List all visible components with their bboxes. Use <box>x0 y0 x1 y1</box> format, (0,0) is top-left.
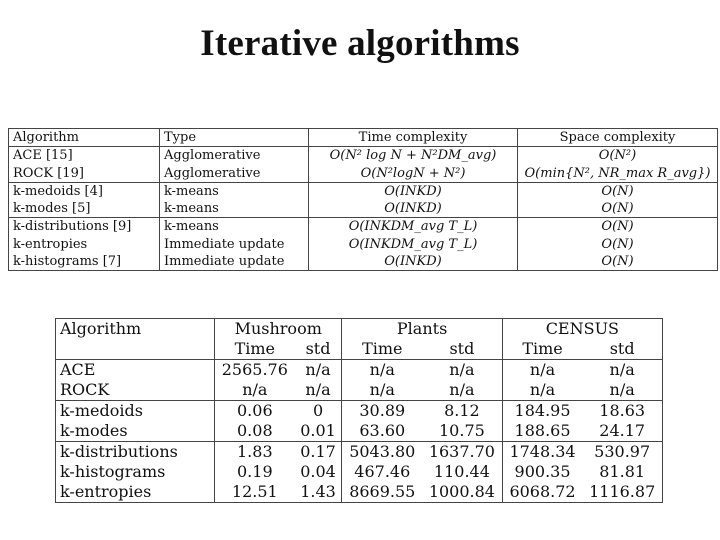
column-header-algorithm: Algorithm <box>56 319 215 360</box>
value-cell: 2565.76 <box>215 360 295 381</box>
subheader-std: std <box>422 339 502 360</box>
value-cell: 0.08 <box>215 421 295 442</box>
table-row <box>56 442 663 463</box>
table-row <box>56 482 663 503</box>
table-row <box>9 236 718 253</box>
value-cell: 0.19 <box>215 462 295 482</box>
subheader-time: Time <box>342 339 422 360</box>
table-row <box>56 462 663 482</box>
algorithm-cell: k-modes [5] <box>13 201 91 217</box>
space-complexity-cell: O(N) <box>518 182 718 200</box>
value-cell: 1.83 <box>215 442 295 463</box>
type-cell: Immediate update <box>160 236 309 253</box>
value-cell: 467.46 <box>342 462 422 482</box>
value-cell: n/a <box>502 360 582 381</box>
group-header-plants: Plants <box>342 319 502 340</box>
algorithm-cell: ACE [15] <box>13 148 73 164</box>
algorithm-cell: ROCK [19] <box>13 165 84 181</box>
algorithm-cell: k-distributions <box>56 442 215 463</box>
algorithm-cell: k-distributions [9] <box>9 218 160 236</box>
value-cell: n/a <box>609 380 635 399</box>
value-cell: 1637.70 <box>422 442 502 463</box>
value-cell: 1116.87 <box>589 482 656 501</box>
table-row <box>56 380 663 401</box>
column-header-algorithm: Algorithm <box>13 130 79 145</box>
value-cell: 24.17 <box>599 421 646 440</box>
value-cell: 8669.55 <box>342 482 422 503</box>
algorithm-cell: ACE <box>60 360 96 379</box>
time-complexity-cell: O(INKDM_avg T_L) <box>309 218 518 236</box>
value-cell: n/a <box>305 380 331 399</box>
value-cell: 0.04 <box>300 462 336 481</box>
algorithm-cell: ROCK <box>60 380 110 399</box>
table-row <box>9 182 718 200</box>
subheader-time: Time <box>502 339 582 360</box>
value-cell: 63.60 <box>342 421 422 442</box>
value-cell: n/a <box>342 380 422 401</box>
value-cell: 1.43 <box>300 482 336 501</box>
value-cell: n/a <box>449 380 475 399</box>
space-complexity-cell: O(min{N², NR_max R_avg}) <box>518 165 718 183</box>
value-cell: 12.51 <box>215 482 295 503</box>
table-row <box>9 253 718 271</box>
value-cell: 530.97 <box>582 442 662 463</box>
space-complexity-cell: O(N) <box>518 253 718 271</box>
table-row <box>9 218 718 236</box>
algorithm-cell: k-histograms [7] <box>13 254 122 270</box>
table-row <box>9 147 718 165</box>
time-complexity-cell: O(INKD) <box>309 200 518 218</box>
runtime-table <box>55 318 663 503</box>
value-cell: 1000.84 <box>428 482 495 501</box>
type-cell: Agglomerative <box>160 147 309 165</box>
value-cell: 30.89 <box>342 401 422 422</box>
type-cell: k-means <box>160 218 309 236</box>
value-cell: 8.12 <box>422 401 502 422</box>
value-cell: 110.44 <box>433 462 490 481</box>
type-cell: k-means <box>160 182 309 200</box>
column-header-time-complexity: Time complexity <box>309 129 518 147</box>
value-cell: 18.63 <box>582 401 662 422</box>
table-row <box>56 360 663 381</box>
value-cell: 188.65 <box>502 421 582 442</box>
group-header-census: CENSUS <box>502 319 662 340</box>
column-header-space-complexity: Space complexity <box>518 129 718 147</box>
table-row <box>56 421 663 442</box>
space-complexity-cell: O(N²) <box>518 147 718 165</box>
algorithm-cell: k-histograms <box>60 462 166 481</box>
value-cell: n/a <box>449 360 475 379</box>
subheader-std: std <box>295 339 342 360</box>
subheader-time: Time <box>215 339 295 360</box>
value-cell: 184.95 <box>502 401 582 422</box>
value-cell: 0 <box>295 401 342 422</box>
value-cell: n/a <box>502 380 582 401</box>
algorithm-cell: k-entropies <box>13 236 88 252</box>
algorithm-cell: k-medoids <box>56 401 215 422</box>
value-cell: n/a <box>609 360 635 379</box>
space-complexity-cell: O(N) <box>518 200 718 218</box>
time-complexity-cell: O(N² log N + N²DM_avg) <box>309 147 518 165</box>
type-cell: Agglomerative <box>160 165 309 183</box>
column-header-type: Type <box>160 129 309 147</box>
space-complexity-cell: O(N) <box>518 218 718 236</box>
value-cell: 900.35 <box>502 462 582 482</box>
algorithm-cell: k-entropies <box>60 482 152 501</box>
algorithm-cell: k-medoids [4] <box>9 182 160 200</box>
table-row <box>9 200 718 218</box>
complexity-table <box>8 128 718 271</box>
value-cell: 6068.72 <box>502 482 582 503</box>
algorithm-cell: k-modes <box>60 421 128 440</box>
value-cell: 0.06 <box>215 401 295 422</box>
table-header-row <box>56 319 663 340</box>
type-cell: k-means <box>160 200 309 218</box>
value-cell: n/a <box>342 360 422 381</box>
table-row <box>56 401 663 422</box>
space-complexity-cell: O(N) <box>518 236 718 253</box>
value-cell: n/a <box>215 380 295 401</box>
type-cell: Immediate update <box>160 253 309 271</box>
group-header-mushroom: Mushroom <box>215 319 342 340</box>
value-cell: 0.01 <box>300 421 336 440</box>
table-row <box>9 165 718 183</box>
slide-title: Iterative algorithms <box>200 23 520 64</box>
time-complexity-cell: O(N²logN + N²) <box>309 165 518 183</box>
value-cell: 0.17 <box>295 442 342 463</box>
time-complexity-cell: O(INKD) <box>309 182 518 200</box>
value-cell: 1748.34 <box>502 442 582 463</box>
value-cell: 5043.80 <box>342 442 422 463</box>
value-cell: n/a <box>305 360 331 379</box>
time-complexity-cell: O(INKDM_avg T_L) <box>309 236 518 253</box>
value-cell: 81.81 <box>599 462 646 481</box>
subheader-std: std <box>582 339 662 360</box>
value-cell: 10.75 <box>439 421 485 440</box>
time-complexity-cell: O(INKD) <box>309 253 518 271</box>
table-header-row <box>9 129 718 147</box>
